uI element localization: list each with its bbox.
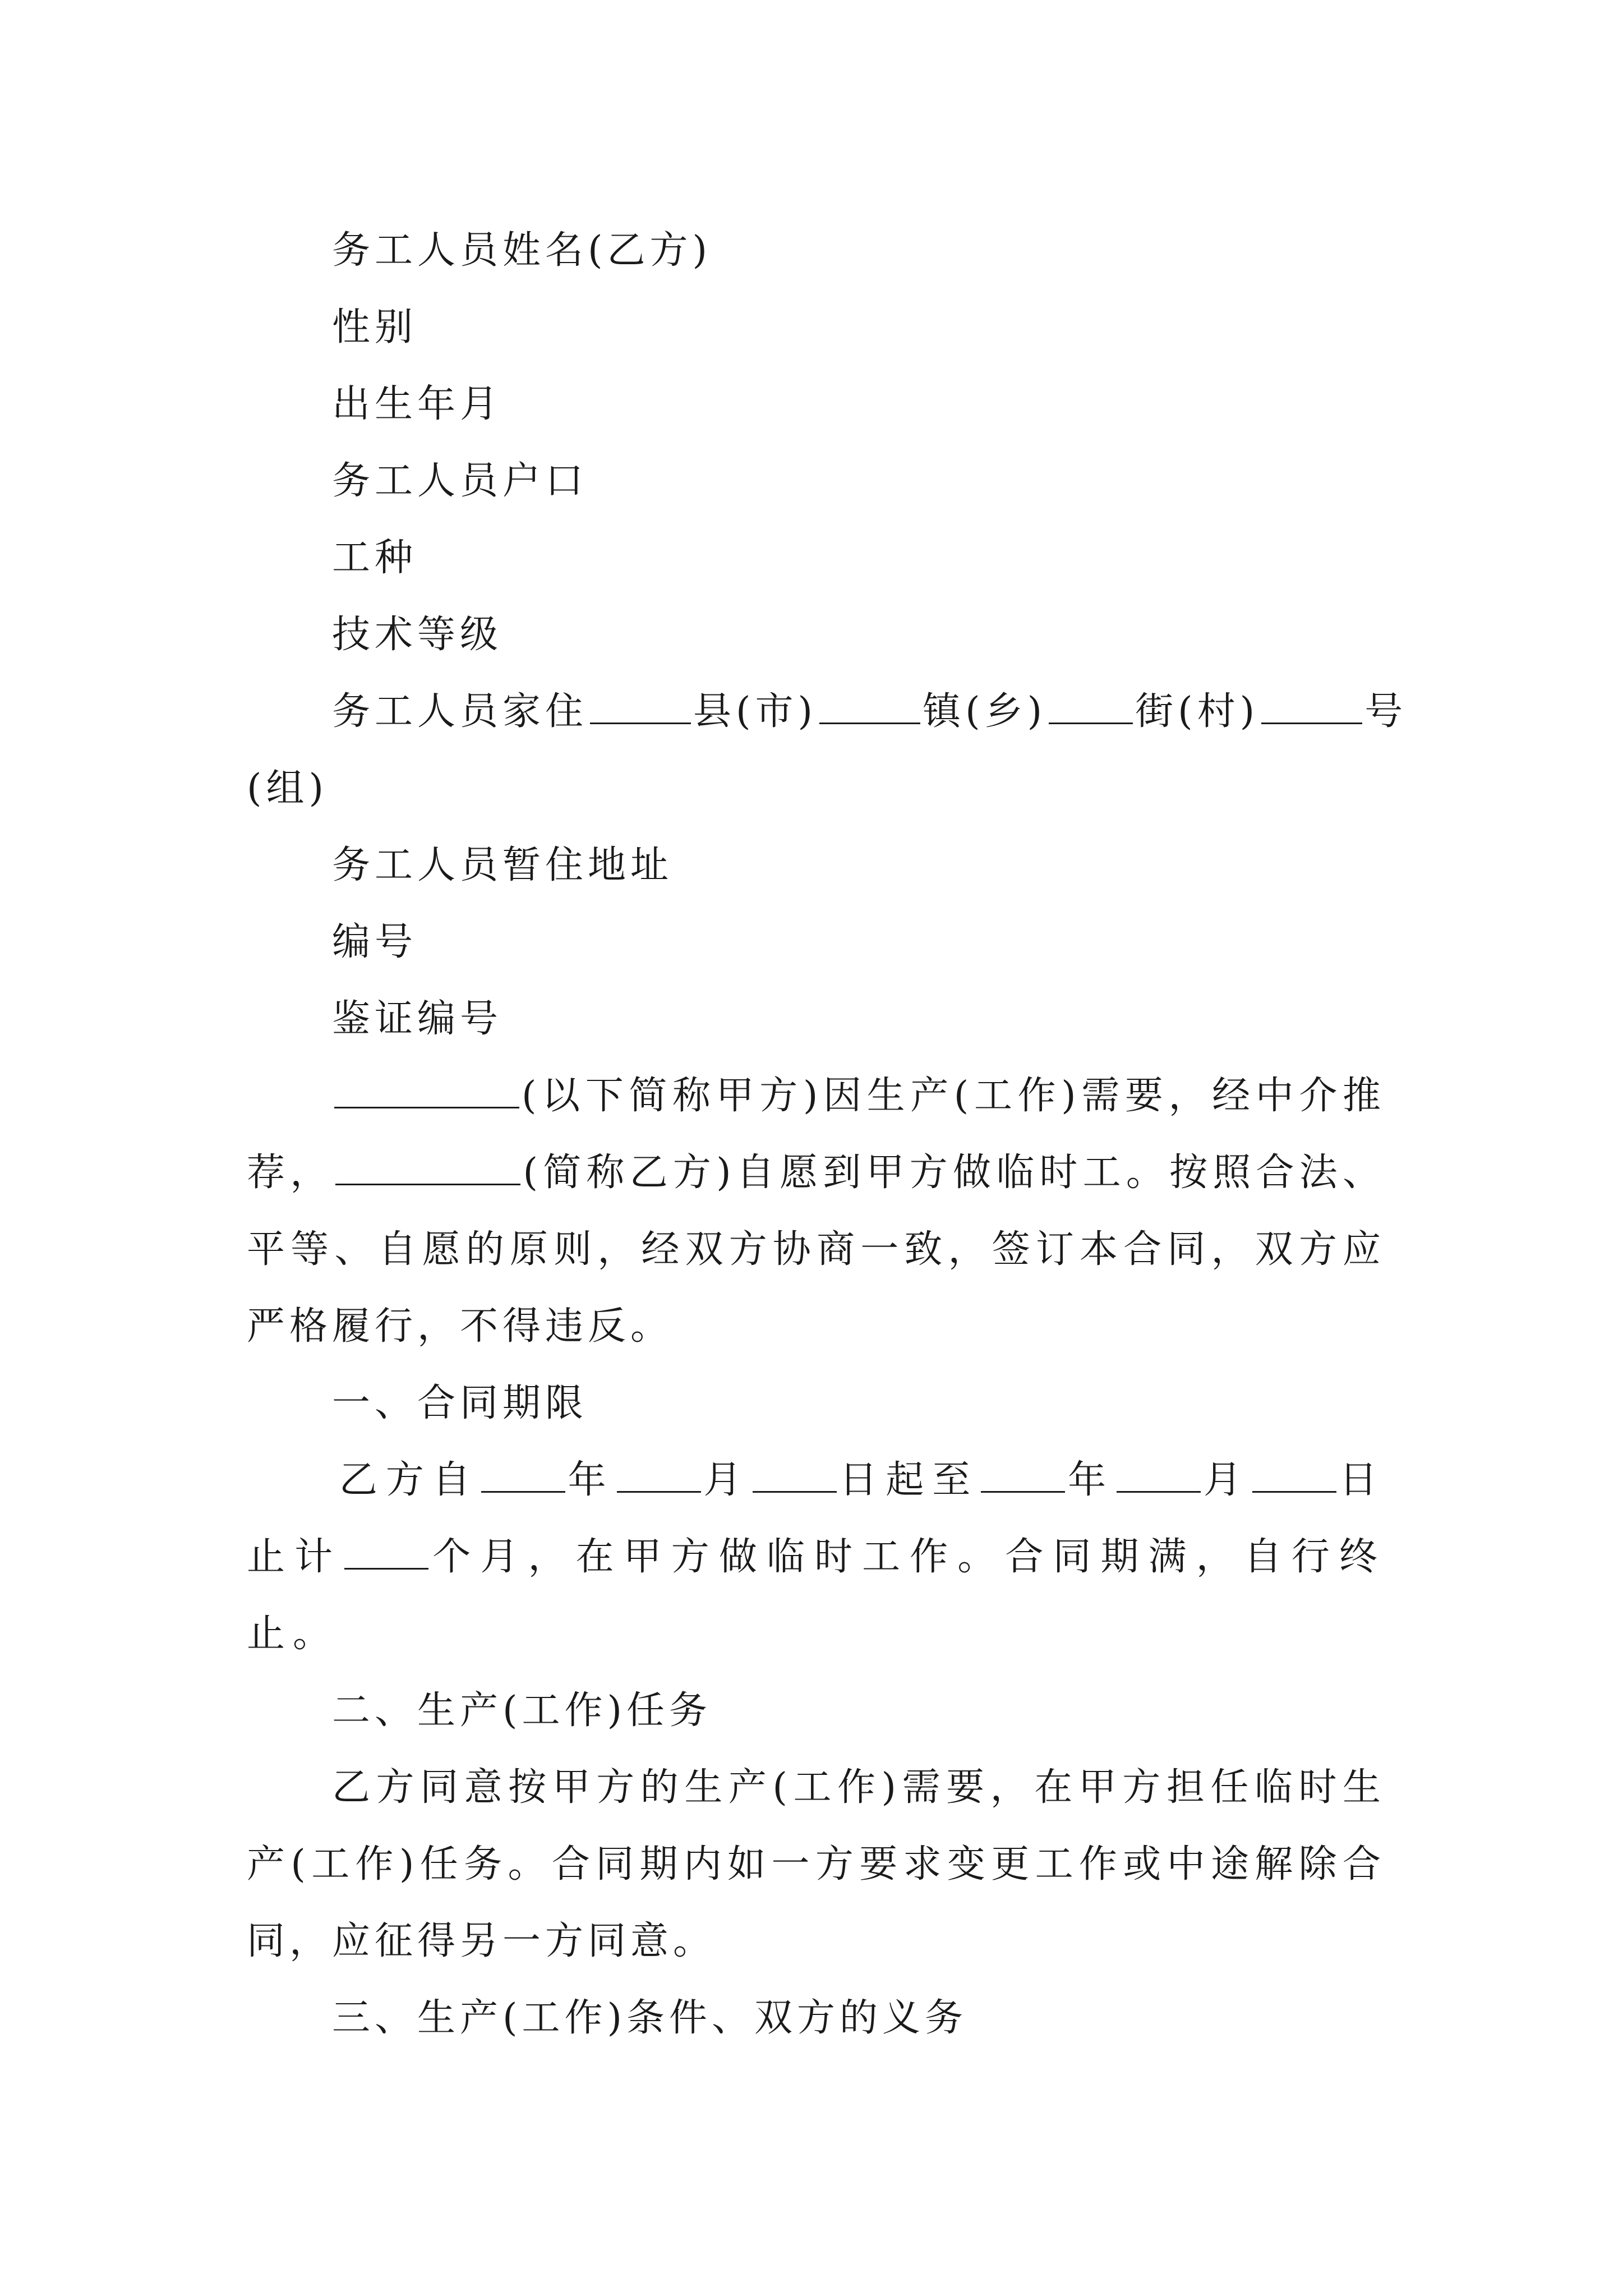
s1-t3: 月 [703, 1458, 750, 1502]
section2-title: 二、生产(工作)任务 [332, 1688, 712, 1733]
blank-town[interactable] [819, 691, 920, 724]
field-birth: 出生年月 [332, 382, 503, 426]
blank-start-month[interactable] [617, 1460, 701, 1493]
field-gender: 性别 [332, 305, 418, 349]
s1-t6: 月 [1203, 1458, 1250, 1502]
field-hukou: 务工人员户口 [332, 459, 588, 503]
s1-t7: 日止计 [247, 1458, 1385, 1579]
field-home-address [247, 673, 1408, 750]
blank-county[interactable] [590, 691, 691, 724]
s1-t4: 日起至 [838, 1458, 979, 1502]
s1-t2: 年 [567, 1458, 615, 1502]
blank-party-a[interactable] [334, 1075, 519, 1108]
s1-t5: 年 [1067, 1458, 1115, 1502]
blank-start-day[interactable] [753, 1460, 837, 1493]
intro-part2: (简称乙方)自愿到甲方做临时工。按照合法、平等、自愿的原则，经双方协商一致，签订本合同，双方应严格履行，不得违反。 [247, 1151, 1385, 1349]
field-job-type: 工种 [332, 536, 418, 580]
blank-start-year[interactable] [481, 1460, 565, 1493]
field-temp-address: 务工人员暂住地址 [332, 843, 674, 887]
blank-months[interactable] [344, 1536, 428, 1570]
blank-number[interactable] [1261, 691, 1362, 724]
s1-t1: 乙方自 [339, 1458, 479, 1502]
field-worker-name: 务工人员姓名(乙方) [332, 228, 712, 273]
home-county-label: 县(市) [693, 689, 818, 734]
section2-body: 乙方同意按甲方的生产(工作)需要，在甲方担任临时生产(工作)任务。合同期内如一方要求变更工作或中途解除合同，应征得另一方同意。 [247, 1765, 1385, 1963]
blank-end-day[interactable] [1252, 1460, 1336, 1493]
intro-part1: (以下简称甲方)因生产(工作)需要，经中介推荐， [247, 1074, 1385, 1195]
blank-party-b[interactable] [335, 1152, 520, 1185]
home-prefix: 务工人员家住 [332, 689, 588, 734]
home-town-label: 镇(乡) [923, 689, 1047, 734]
contract-body [247, 212, 1408, 2056]
intro-paragraph [247, 1057, 1385, 1365]
home-street-label: 街(村) [1135, 689, 1260, 734]
section1-title: 一、合同期限 [332, 1381, 588, 1425]
home-group-label: (组) [247, 766, 329, 811]
field-cert-number: 鉴证编号 [332, 997, 503, 1041]
blank-street[interactable] [1049, 691, 1133, 724]
blank-end-year[interactable] [981, 1460, 1065, 1493]
blank-end-month[interactable] [1117, 1460, 1201, 1493]
section3-title: 三、生产(工作)条件、双方的义务 [332, 1996, 968, 2040]
section1-body [247, 1442, 1385, 1672]
field-number: 编号 [332, 920, 418, 964]
s1-t8: 个月，在甲方做临时工作。合同期满，自行终止。 [247, 1535, 1385, 1656]
field-skill-level: 技术等级 [332, 613, 503, 657]
home-number-label: 号 [1364, 689, 1408, 734]
